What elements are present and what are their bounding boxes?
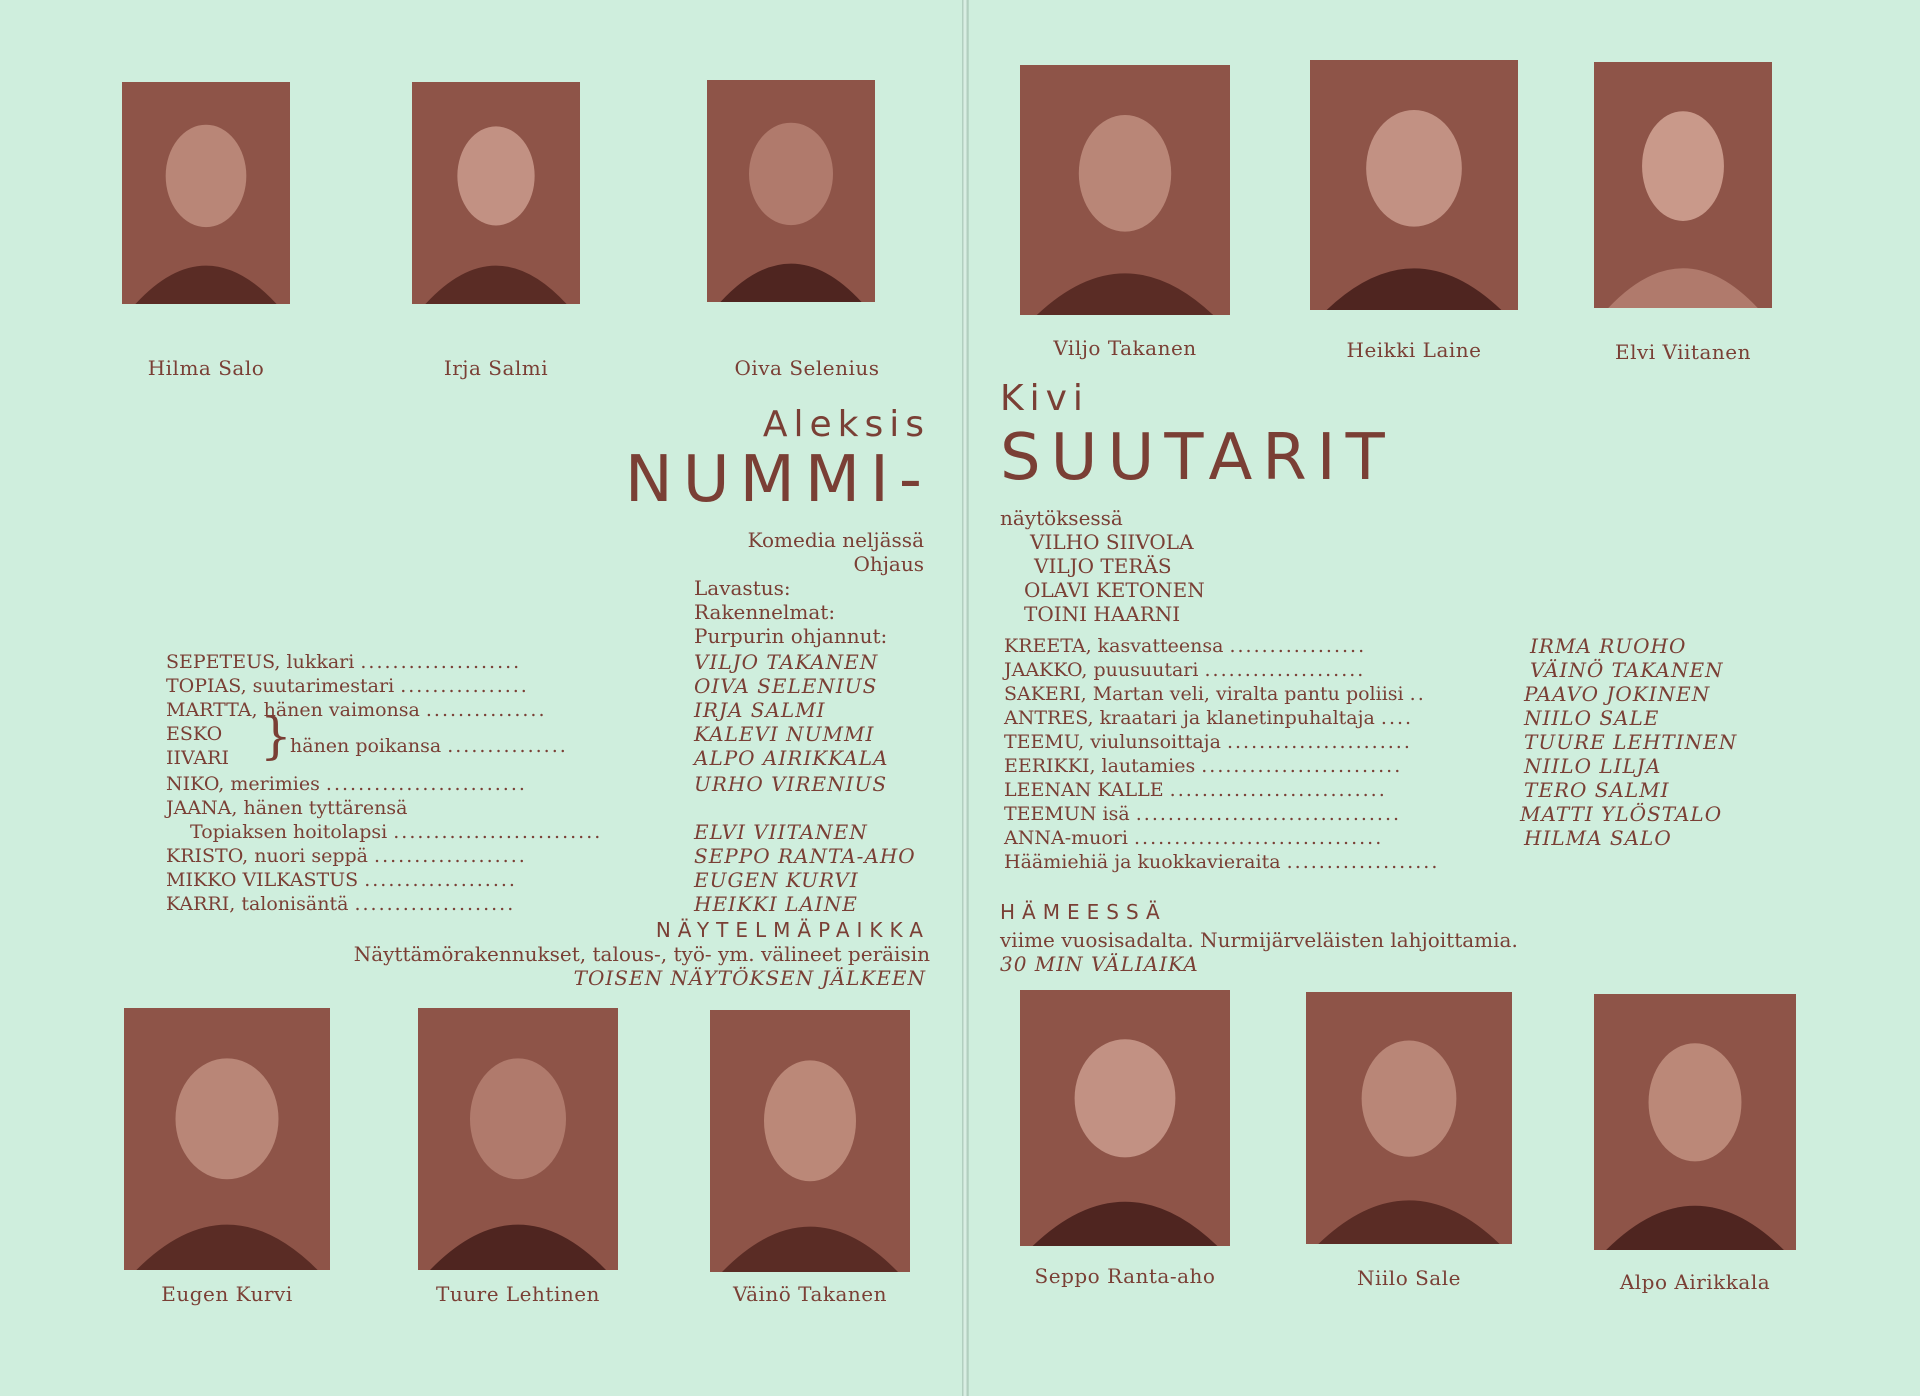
- cast-actor: URHO VIRENIUS: [694, 772, 888, 796]
- portrait-photo: [710, 1010, 910, 1272]
- portrait-photo: [124, 1008, 330, 1270]
- cast-actor: ALPO AIRIKKALA: [694, 746, 889, 770]
- photo-caption: Elvi Viitanen: [1615, 340, 1751, 364]
- credit-label: Rakennelmat:: [694, 600, 836, 624]
- setting-description-right: viime vuosisadalta. Nurmijärveläisten lahjoittamia.: [1000, 928, 1518, 952]
- portrait-photo: [1594, 62, 1772, 308]
- credit-label: Purpurin ohjannut:: [694, 624, 888, 648]
- photo-caption: Viljo Takanen: [1053, 336, 1197, 360]
- photo-caption: Alpo Airikkala: [1619, 1270, 1771, 1294]
- author-first-name: Aleksis: [762, 404, 930, 445]
- setting-description-left: Näyttämörakennukset, talous-, työ- ym. välineet peräisin: [353, 942, 930, 966]
- credit-label: Ohjaus: [853, 552, 924, 576]
- portrait-photo: [1306, 992, 1512, 1244]
- play-title-part2: SUUTARIT: [1000, 421, 1395, 495]
- brace-symbol: }: [260, 707, 292, 765]
- setting-label-left: NÄYTELMÄPAIKKA: [655, 918, 930, 942]
- cast-role: TEEMUN isä .................................: [1004, 803, 1402, 825]
- cast-role: ANNA-muori ...............................: [1004, 827, 1384, 849]
- cast-role: LEENAN KALLE ...........................: [1004, 779, 1387, 801]
- portrait-photo: [1020, 990, 1230, 1246]
- cast-role: JAAKKO, puusuutari ....................: [1004, 659, 1366, 681]
- photo-caption: Niilo Sale: [1357, 1266, 1461, 1290]
- cast-role: KRISTO, nuori seppä ...................: [166, 845, 527, 867]
- cast-actor: HILMA SALO: [1524, 826, 1672, 850]
- cast-actor: NIILO LILJA: [1524, 754, 1662, 778]
- brothers-label: hänen poikansa ...............: [290, 735, 568, 757]
- photo-caption: Heikki Laine: [1346, 338, 1482, 362]
- cast-role: SEPETEUS, lukkari ....................: [166, 651, 522, 673]
- cast-role: MIKKO VILKASTUS ...................: [166, 869, 517, 891]
- credit-name: TOINI HAARNI: [1024, 602, 1181, 626]
- cast-role: TOPIAS, suutarimestari ................: [166, 675, 529, 697]
- cast-role: Topiaksen hoitolapsi ..........................: [190, 821, 603, 843]
- photo-caption: Seppo Ranta-aho: [1034, 1264, 1216, 1288]
- portrait-photo: [418, 1008, 618, 1270]
- play-title-part1: NUMMI-: [624, 443, 932, 517]
- cast-actor: VÄINÖ TAKANEN: [1530, 658, 1724, 682]
- cast-role: KREETA, kasvatteensa .................: [1004, 635, 1367, 657]
- photo-caption: Irja Salmi: [443, 356, 549, 380]
- photo-caption: Väinö Takanen: [732, 1282, 888, 1306]
- photo-caption: Tuure Lehtinen: [436, 1282, 600, 1306]
- cast-actor: VILJO TAKANEN: [694, 650, 879, 674]
- credit-name: VILJO TERÄS: [1034, 554, 1172, 578]
- author-last-name: Kivi: [1000, 378, 1089, 419]
- cast-role: ANTRES, kraatari ja klanetinpuhaltaja ....: [1004, 707, 1414, 729]
- portrait-photo: [707, 80, 875, 302]
- cast-actor: NIILO SALE: [1524, 706, 1660, 730]
- cast-actor: ELVI VIITANEN: [694, 820, 868, 844]
- cast-actor: EUGEN KURVI: [694, 868, 859, 892]
- cast-actor: HEIKKI LAINE: [694, 892, 858, 916]
- photo-caption: Hilma Salo: [147, 356, 265, 380]
- cast-actor: IRMA RUOHO: [1530, 634, 1687, 658]
- subtitle-right: näytöksessä: [1000, 506, 1123, 530]
- cast-actor: MATTI YLÖSTALO: [1520, 802, 1723, 826]
- cast-actor: SEPPO RANTA-AHO: [694, 844, 916, 868]
- cast-role: ESKO: [166, 723, 223, 745]
- cast-role: IIVARI: [166, 747, 229, 769]
- cast-actor: OIVA SELENIUS: [694, 674, 878, 698]
- cast-actor: TUURE LEHTINEN: [1524, 730, 1738, 754]
- subtitle-left: Komedia neljässä: [747, 528, 924, 552]
- setting-label-right: HÄMEESSÄ: [1000, 900, 1167, 924]
- intermission-right: 30 MIN VÄLIAIKA: [1000, 952, 1199, 976]
- photo-caption: Oiva Selenius: [734, 356, 880, 380]
- cast-role: SAKERI, Martan veli, viralta pantu poliisi ..: [1004, 683, 1426, 705]
- cast-actor: PAAVO JOKINEN: [1524, 682, 1711, 706]
- credit-label: Lavastus:: [694, 576, 791, 600]
- portrait-photo: [122, 82, 290, 304]
- cast-role: TEEMU, viulunsoittaja .......................: [1004, 731, 1412, 753]
- cast-actor: TERO SALMI: [1524, 778, 1670, 802]
- cast-role: MARTTA, hänen vaimonsa ...............: [166, 699, 547, 721]
- cast-role: KARRI, talonisäntä ....................: [166, 893, 516, 915]
- credit-name: OLAVI KETONEN: [1024, 578, 1205, 602]
- credit-name: VILHO SIIVOLA: [1030, 530, 1194, 554]
- intermission-left: TOISEN NÄYTÖKSEN JÄLKEEN: [573, 966, 926, 990]
- photo-caption: Eugen Kurvi: [161, 1282, 293, 1306]
- cast-role: NIKO, merimies .........................: [166, 773, 527, 795]
- cast-role: Häämiehiä ja kuokkavieraita ...................: [1004, 851, 1440, 873]
- portrait-photo: [1310, 60, 1518, 310]
- cast-role: EERIKKI, lautamies .........................: [1004, 755, 1403, 777]
- cast-actor: KALEVI NUMMI: [694, 722, 875, 746]
- cast-role: JAANA, hänen tyttärensä: [166, 797, 408, 819]
- portrait-photo: [412, 82, 580, 304]
- portrait-photo: [1594, 994, 1796, 1250]
- portrait-photo: [1020, 65, 1230, 315]
- cast-actor: IRJA SALMI: [694, 698, 826, 722]
